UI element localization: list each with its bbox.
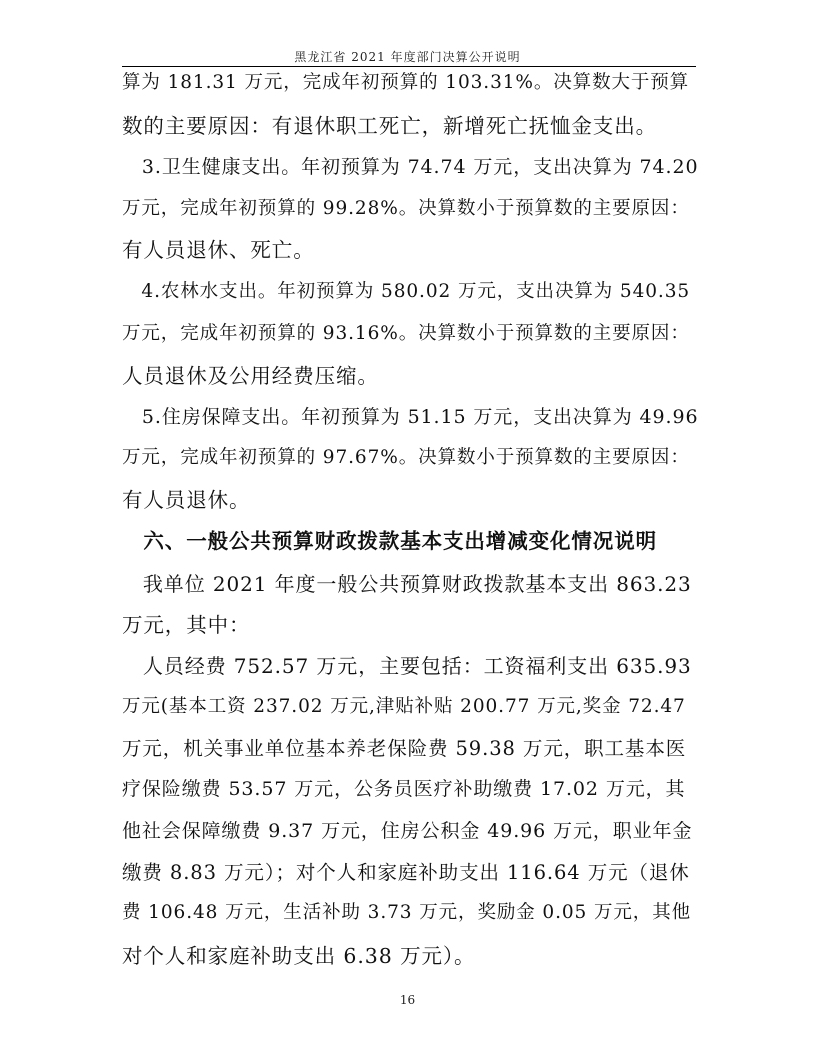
body-line: 有人员退休。	[122, 488, 251, 512]
body-line: 费 106.48 万元，生活补助 3.73 万元，奖励金 0.05 万元，其他	[122, 902, 691, 923]
body-line: 万元(基本工资 237.02 万元,津贴补贴 200.77 万元,奖金 72.47	[122, 696, 686, 717]
body-line: 人员退休及公用经费压缩。	[122, 364, 379, 388]
header-divider	[122, 66, 696, 67]
body-line: 算为 181.31 万元，完成年初预算的 103.31%。决算数大于预算	[122, 72, 690, 93]
body-line: 对个人和家庭补助支出 6.38 万元）。	[122, 944, 476, 968]
section-heading: 六、一般公共预算财政拨款基本支出增减变化情况说明	[122, 529, 657, 553]
page-number: 16	[399, 993, 416, 1007]
body-line: 有人员退休、死亡。	[122, 238, 315, 262]
body-line: 万元，完成年初预算的 93.16%。决算数小于预算数的主要原因：	[122, 323, 690, 344]
body-line: 4.农林水支出。年初预算为 580.02 万元，支出决算为 540.35	[122, 281, 691, 302]
body-line: 我单位 2021 年度一般公共预算财政拨款基本支出 863.23	[122, 572, 692, 596]
body-line: 人员经费 752.57 万元，主要包括：工资福利支出 635.93	[122, 654, 692, 678]
body-line: 万元，其中：	[122, 613, 251, 637]
body-line: 数的主要原因：有退休职工死亡，新增死亡抚恤金支出。	[122, 114, 657, 138]
body-line: 缴费 8.83 万元）；对个人和家庭补助支出 116.64 万元（退休	[122, 861, 690, 884]
body-line: 万元，完成年初预算的 99.28%。决算数小于预算数的主要原因：	[122, 198, 690, 219]
body-line: 万元，机关事业单位基本养老保险费 59.38 万元，职工基本医	[122, 737, 687, 760]
body-line: 3.卫生健康支出。年初预算为 74.74 万元，支出决算为 74.20	[122, 156, 699, 178]
body-line: 万元，完成年初预算的 97.67%。决算数小于预算数的主要原因：	[122, 447, 690, 468]
body-line: 他社会保障缴费 9.37 万元，住房公积金 49.96 万元，职业年金	[122, 820, 693, 842]
running-header: 黑龙江省 2021 年度部门决算公开说明	[294, 50, 521, 64]
body-line: 5.住房保障支出。年初预算为 51.15 万元，支出决算为 49.96	[122, 406, 699, 428]
body-line: 疗保险缴费 53.57 万元，公务员医疗补助缴费 17.02 万元，其	[122, 778, 686, 800]
